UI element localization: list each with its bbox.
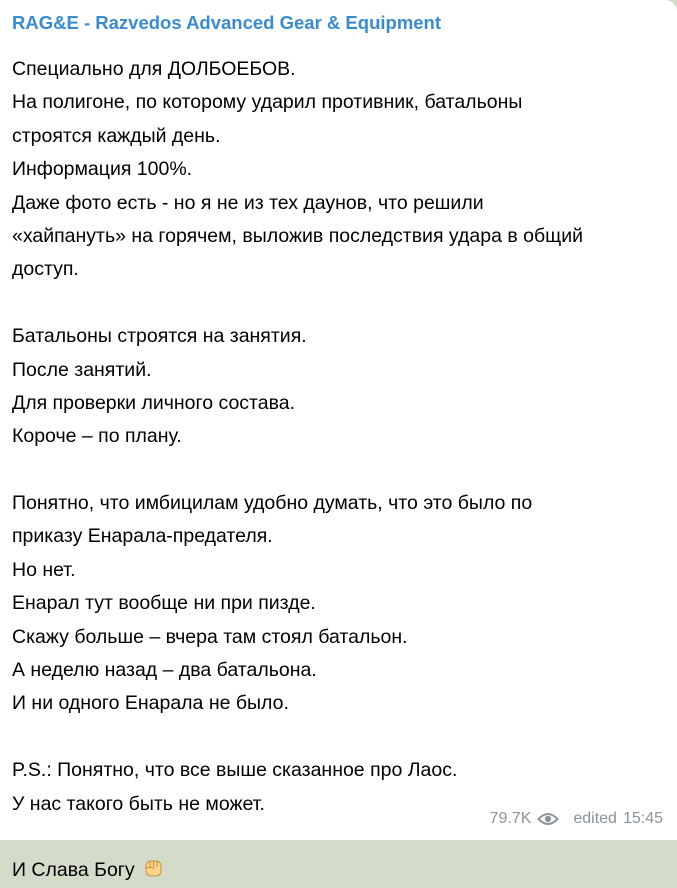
message-meta: [490, 810, 663, 828]
last-line-text: И Слава Богу: [12, 859, 135, 882]
message-line: Информация 100%.: [12, 158, 193, 181]
message-line: Даже фото есть - но я не из тех даунов, что решили: [12, 191, 484, 214]
message-line: приказу Енарала-предателя.: [12, 525, 273, 548]
paragraph-gap: [12, 287, 663, 320]
message-line: Короче – по плану.: [12, 425, 182, 448]
message-line: доступ.: [12, 258, 79, 281]
message-line: Батальоны строятся на занятия.: [12, 325, 307, 348]
message-line: У нас такого быть не может.: [12, 792, 265, 815]
message-line: Енарал тут вообще ни при пизде.: [12, 592, 316, 615]
message-line: Специально для ДОЛБОЕБОВ.: [12, 58, 296, 80]
message-line: На полигоне, по которому ударил противник, батальоны: [12, 91, 523, 114]
message-line: После занятий.: [12, 358, 152, 381]
message-last-line: [12, 854, 663, 887]
message-line: И ни одного Енарала не было.: [12, 692, 289, 715]
message-line: «хайпануть» на горячем, выложив последствия удара в общий: [12, 224, 583, 247]
paragraph-gap: [12, 454, 663, 487]
raised-fist-emoji: [142, 856, 166, 880]
edited-label: edited: [573, 810, 617, 827]
message-text: [12, 53, 663, 854]
message-line: строятся каждый день.: [12, 124, 221, 147]
message-line: Но нет.: [12, 558, 76, 581]
message-line: Для проверки личного состава.: [12, 391, 295, 414]
message-line: А неделю назад – два батальона.: [12, 659, 317, 682]
view-count: 79.7K: [489, 810, 532, 827]
paragraph-gap: [12, 721, 663, 754]
message-line: P.S.: Понятно, что все выше сказанное про Лаос.: [12, 759, 458, 782]
eye-icon: [537, 811, 559, 827]
message-line: Скажу больше – вчера там стоял батальон.: [12, 625, 408, 648]
message-line: Понятно, что имбицилам удобно думать, что это было по: [12, 492, 533, 515]
message-time: 15:45: [622, 810, 663, 827]
sender-name[interactable]: RAG&E - Razvedos Advanced Gear & Equipment: [12, 12, 442, 33]
